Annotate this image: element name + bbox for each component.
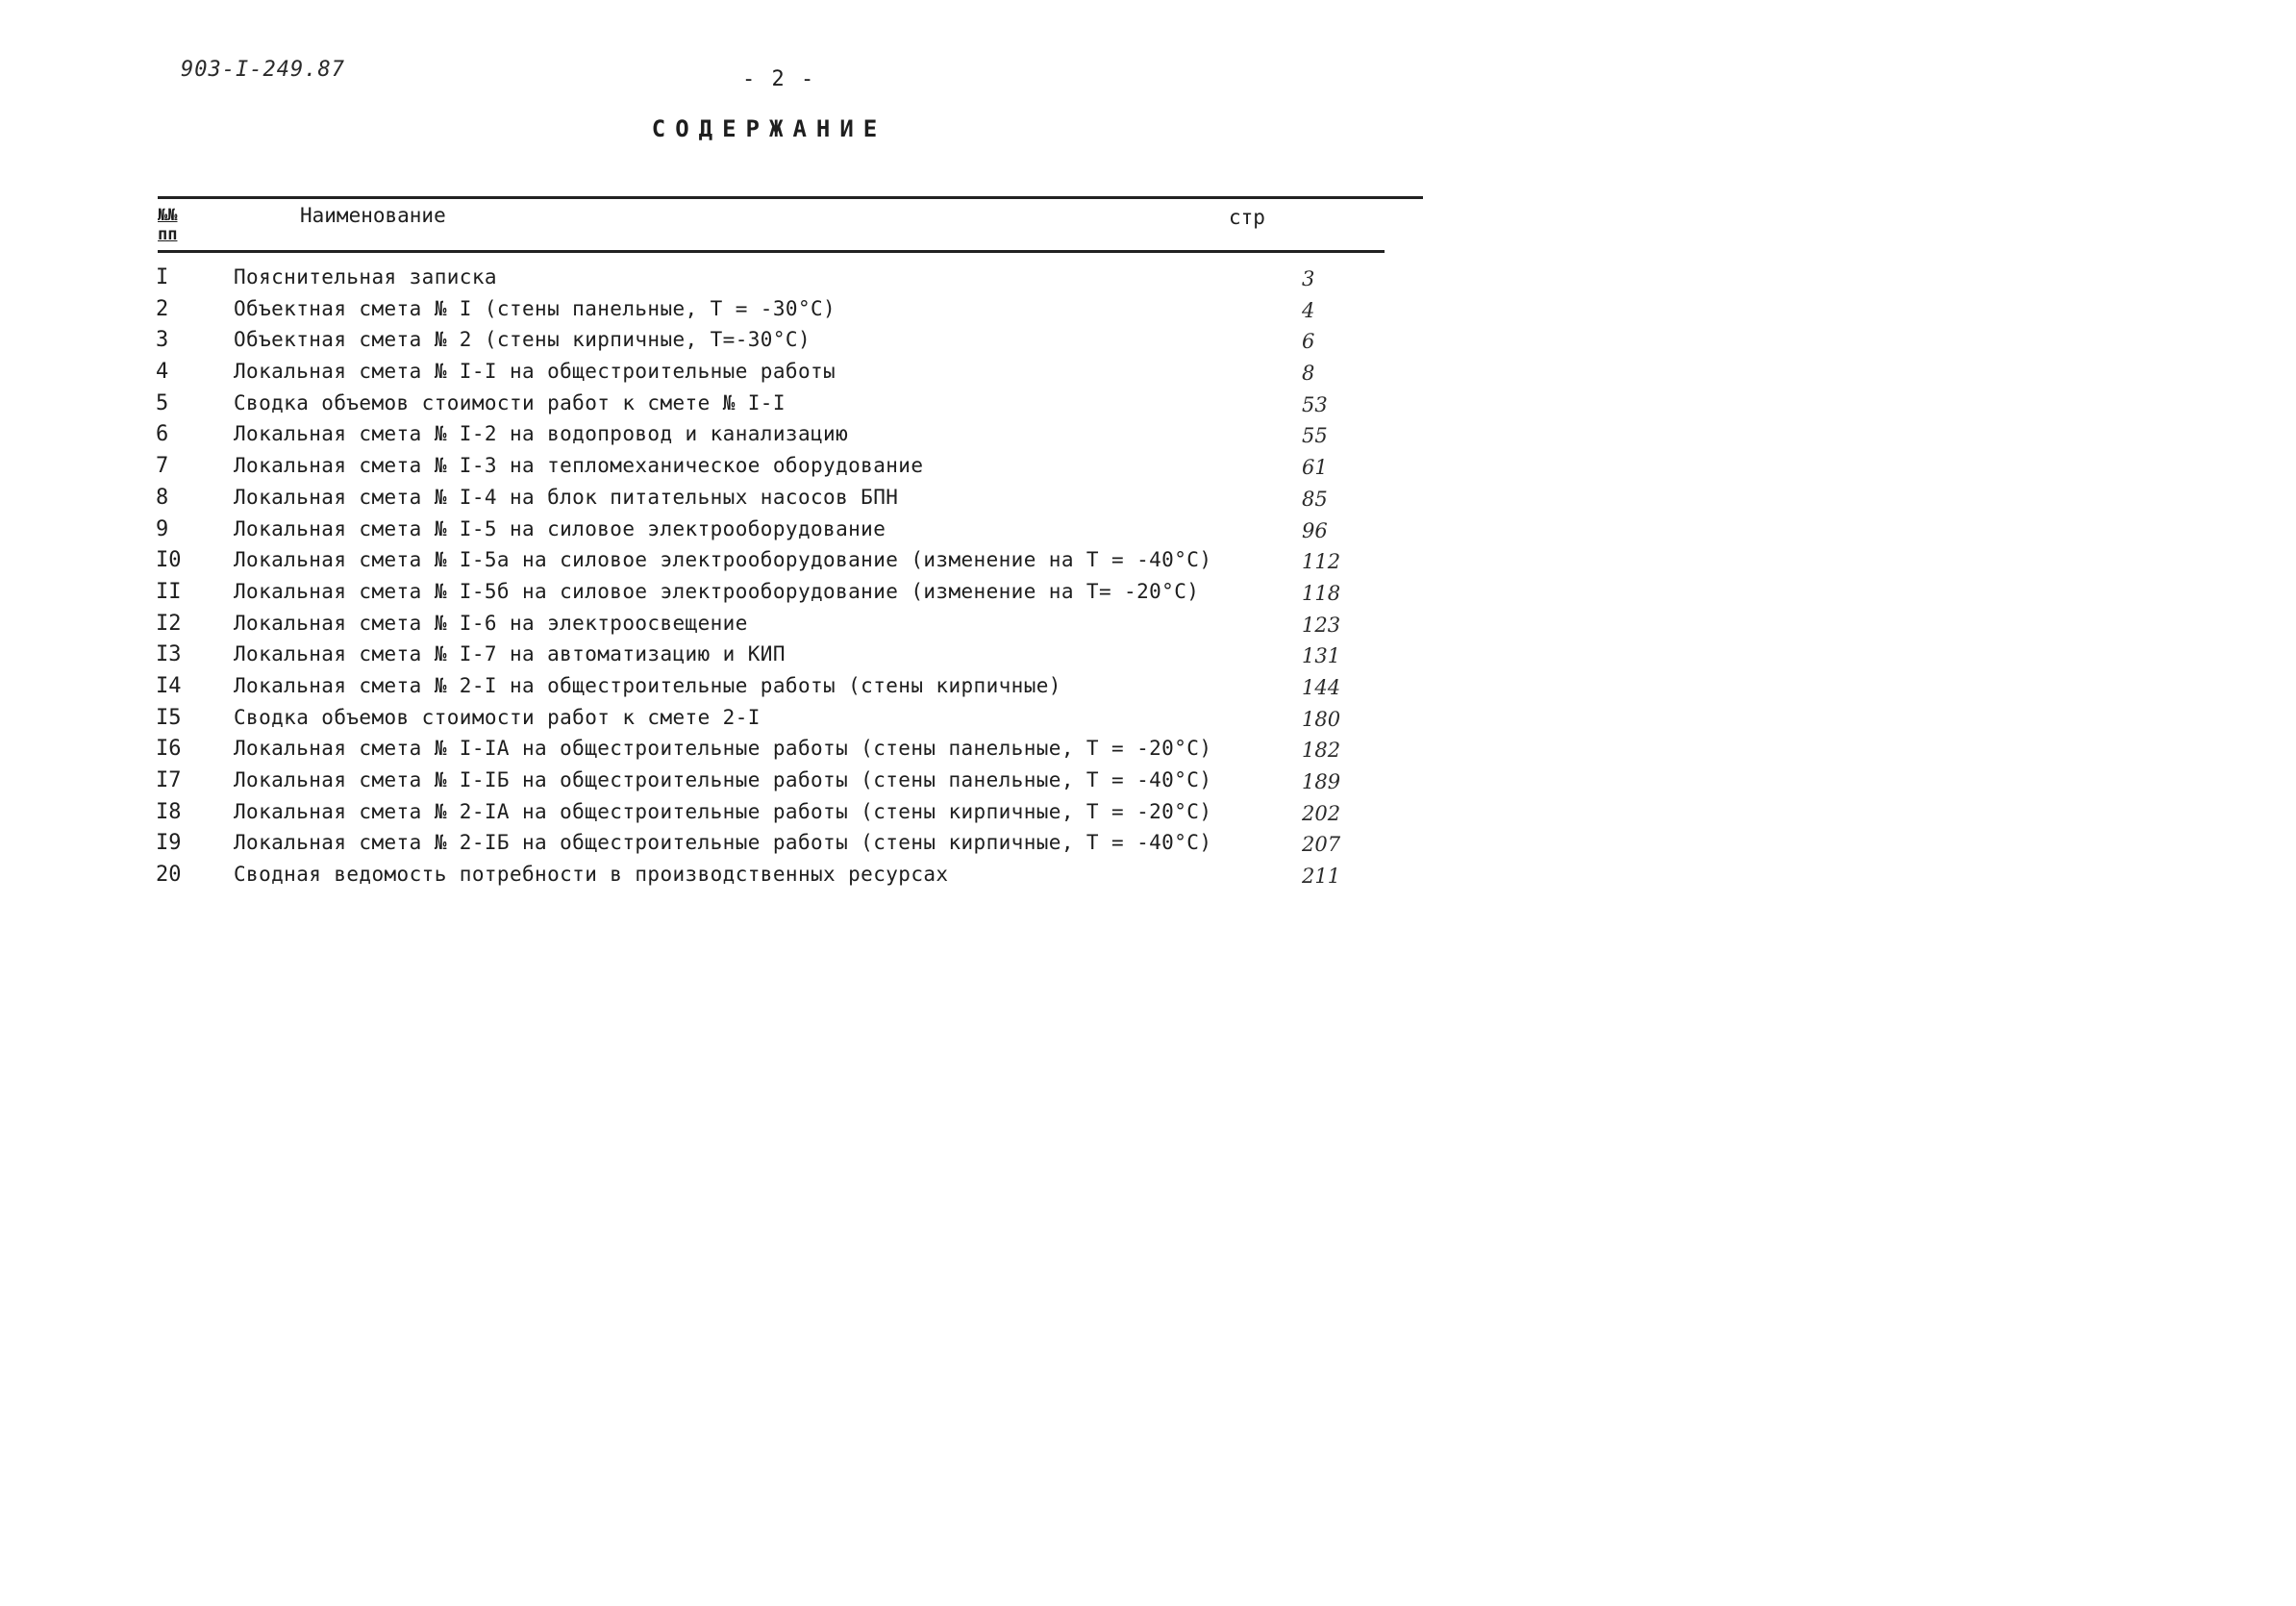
table-row — [0, 737, 1500, 768]
row-number: 9 — [156, 516, 169, 541]
row-title: Сводка объемов стоимости работ к смете 2-I — [234, 705, 761, 729]
row-page-number: 96 — [1302, 518, 1328, 542]
row-title: Локальная смета № I-5б на силовое электрооборудование (изменение на Т= -20°С) — [234, 579, 1200, 603]
column-header-number-line1: №№ — [158, 206, 178, 225]
row-number: 3 — [156, 328, 169, 353]
row-number: I9 — [156, 831, 182, 856]
row-number: 6 — [156, 422, 169, 447]
table-row — [0, 391, 1500, 423]
row-title: Локальная смета № I-IБ на общестроительные работы (стены панельные, Т = -40°С) — [234, 768, 1212, 791]
row-page-number: 202 — [1302, 801, 1341, 825]
row-title: Локальная смета № I-3 на тепломеханическое оборудование — [234, 454, 924, 478]
row-page-number: 123 — [1302, 613, 1341, 637]
document-code: 903-I-249.87 — [181, 58, 345, 82]
row-number: I5 — [156, 705, 182, 730]
row-number: 8 — [156, 485, 169, 510]
table-row — [0, 297, 1500, 329]
row-number: 7 — [156, 454, 169, 479]
table-row — [0, 486, 1500, 517]
table-row — [0, 674, 1500, 706]
row-number: I — [156, 265, 169, 289]
row-title: Сводная ведомость потребности в производственных ресурсах — [234, 863, 949, 887]
row-number: I2 — [156, 611, 182, 636]
table-header-rule — [158, 250, 1385, 253]
row-page-number: 55 — [1302, 424, 1328, 448]
row-page-number: 6 — [1302, 330, 1315, 354]
row-title: Локальная смета № I-5а на силовое электрооборудование (изменение на Т = -40°С) — [234, 548, 1212, 572]
table-row — [0, 265, 1500, 297]
row-title: Локальная смета № I-2 на водопровод и канализацию — [234, 422, 849, 446]
row-page-number: 3 — [1302, 267, 1315, 290]
table-row — [0, 328, 1500, 360]
column-header-page: стр — [1229, 206, 1265, 229]
table-row — [0, 706, 1500, 738]
table-row — [0, 800, 1500, 832]
row-number: I7 — [156, 768, 182, 792]
column-header-name: Наименование — [300, 204, 446, 227]
row-number: I8 — [156, 799, 182, 824]
table-row — [0, 831, 1500, 863]
table-row — [0, 360, 1500, 391]
row-title: Сводка объемов стоимости работ к смете № I-I — [234, 390, 786, 414]
table-row — [0, 548, 1500, 580]
row-number: 4 — [156, 360, 169, 385]
table-row — [0, 863, 1500, 894]
row-page-number: 85 — [1302, 487, 1328, 511]
row-title: Объектная смета № 2 (стены кирпичные, Т=-30°С) — [234, 328, 811, 352]
page-number: - 2 - — [742, 67, 816, 91]
row-number: I6 — [156, 737, 182, 762]
table-row — [0, 768, 1500, 800]
row-number: 2 — [156, 296, 169, 321]
row-page-number: 61 — [1302, 456, 1328, 480]
row-number: I0 — [156, 548, 182, 573]
row-title: Локальная смета № I-I на общестроительные работы — [234, 360, 836, 384]
row-title: Локальная смета № I-6 на электроосвещение — [234, 611, 748, 635]
row-title: Локальная смета № I-4 на блок питательных насосов БПН — [234, 485, 899, 509]
row-page-number: 180 — [1302, 707, 1341, 731]
row-page-number: 4 — [1302, 298, 1315, 322]
row-page-number: 182 — [1302, 739, 1341, 763]
row-page-number: 207 — [1302, 833, 1341, 857]
row-page-number: 112 — [1302, 550, 1341, 574]
row-page-number: 8 — [1302, 362, 1315, 386]
column-header-number — [158, 206, 196, 244]
row-title: Локальная смета № I-7 на автоматизацию и КИП — [234, 642, 786, 666]
row-title: Пояснительная записка — [234, 265, 497, 289]
row-number: I4 — [156, 673, 182, 698]
table-row — [0, 454, 1500, 486]
row-page-number: 118 — [1302, 581, 1341, 605]
row-number: I3 — [156, 642, 182, 667]
row-title: Локальная смета № I-IА на общестроительные работы (стены панельные, Т = -20°С) — [234, 737, 1212, 761]
row-page-number: 211 — [1302, 865, 1341, 889]
table-row — [0, 580, 1500, 612]
row-number: 20 — [156, 863, 182, 888]
row-title: Локальная смета № 2-IБ на общестроительные работы (стены кирпичные, Т = -40°С) — [234, 831, 1212, 855]
contents-list — [0, 265, 1500, 894]
table-row — [0, 517, 1500, 549]
row-page-number: 189 — [1302, 770, 1341, 793]
page-title: СОДЕРЖАНИЕ — [651, 115, 887, 142]
table-top-rule — [158, 196, 1423, 199]
row-title: Объектная смета № I (стены панельные, Т = -30°С) — [234, 296, 836, 320]
table-row — [0, 422, 1500, 454]
row-number: II — [156, 579, 182, 604]
row-title: Локальная смета № 2-I на общестроительные работы (стены кирпичные) — [234, 673, 1061, 697]
row-page-number: 144 — [1302, 675, 1341, 699]
table-row — [0, 642, 1500, 674]
row-page-number: 131 — [1302, 644, 1341, 668]
row-page-number: 53 — [1302, 392, 1328, 416]
table-row — [0, 612, 1500, 643]
row-title: Локальная смета № 2-IА на общестроительные работы (стены кирпичные, Т = -20°С) — [234, 799, 1212, 823]
row-number: 5 — [156, 390, 169, 415]
column-header-number-line2: пп — [158, 225, 178, 244]
row-title: Локальная смета № I-5 на силовое электрооборудование — [234, 516, 886, 540]
